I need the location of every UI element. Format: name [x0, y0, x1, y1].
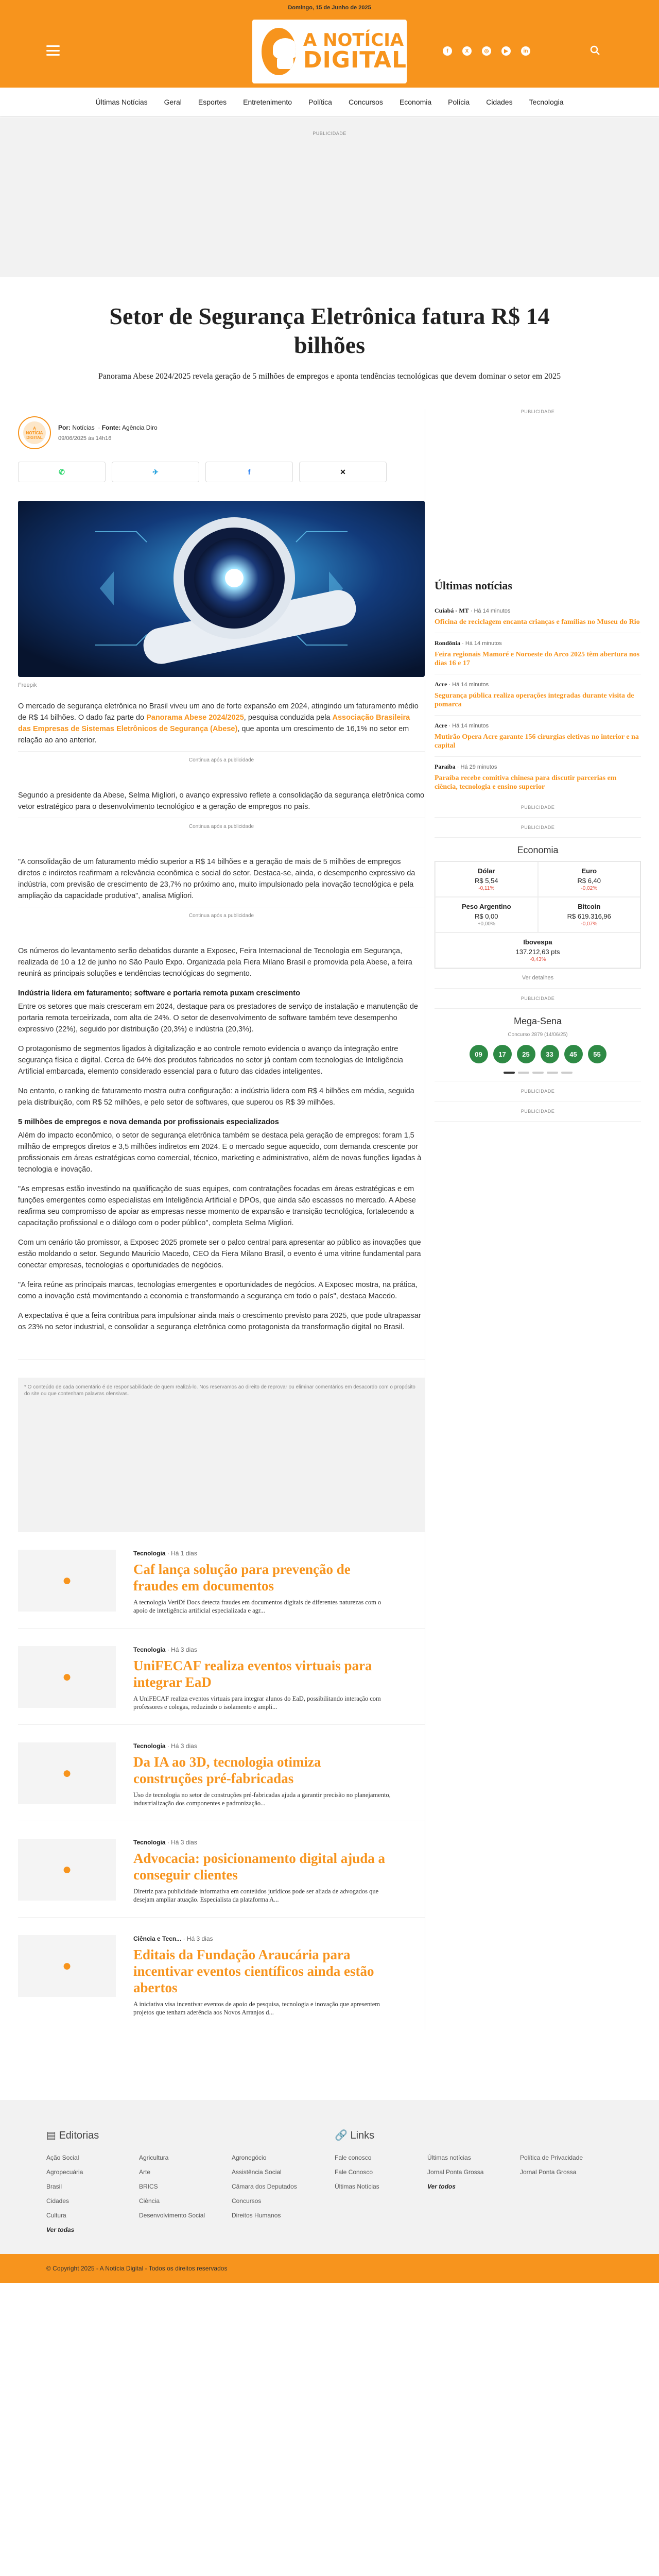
footer-link[interactable]: Câmara dos Deputados	[232, 2183, 297, 2190]
share-facebook-button[interactable]	[205, 462, 293, 482]
list-icon: ▤	[46, 2130, 56, 2141]
ad-label: PUBLICIDADE	[313, 131, 346, 136]
mega-sena-widget	[435, 1009, 641, 1081]
related-thumb	[18, 1742, 116, 1804]
main-nav	[0, 88, 659, 116]
logo-mascot-icon	[262, 28, 296, 75]
facebook-icon[interactable]: f	[443, 46, 452, 56]
hero-image	[18, 501, 425, 677]
economy-title: Economia	[517, 845, 559, 855]
sidebar-ad[interactable]	[435, 414, 641, 574]
footer-link[interactable]: Últimas notícias	[427, 2154, 471, 2161]
related-list	[18, 1532, 425, 2030]
copyright-bar	[0, 2254, 659, 2283]
comments-disclaimer-box: * O conteúdo de cada comentário é de responsabilidade de quem realizá-lo. Nos reservamos ao direito de reprovar ou eliminar comentários em desacordo com o propósito do site ou que contenham palavras ofensivas.	[18, 1378, 425, 1532]
footer-see-all[interactable]: Ver todos	[427, 2183, 456, 2190]
ad-label: PUBLICIDADE	[521, 1089, 555, 1094]
footer-see-all[interactable]: Ver todas	[46, 2226, 75, 2233]
nav-politica[interactable]: Política	[308, 97, 332, 106]
instagram-icon[interactable]: ◎	[482, 46, 491, 56]
mega-sena-contest: Concurso 2879 (14/06/25)	[508, 1032, 568, 1038]
nav-ultimas-noticias[interactable]: Últimas Notícias	[95, 97, 148, 106]
source-name: Agência Diro	[122, 424, 158, 431]
latest-news-title: Últimas notícias	[435, 579, 512, 592]
nav-policia[interactable]: Polícia	[448, 97, 470, 106]
logo-mascot-icon: ●	[62, 1668, 72, 1685]
footer-link[interactable]: Desenvolvimento Social	[139, 2212, 205, 2219]
ad-label: PUBLICIDADE	[521, 805, 555, 810]
footer-editorias: ▤ Editorias Ação Social Agricultura Agronegócio Agropecuária Arte Assistência Social Brasil BRICS Câmara dos Deputados Cidades Ciência Concursos Cultura Desenvolvimento Social Direitos Humanos Ver todas	[46, 2129, 335, 2233]
carousel-dots[interactable]	[435, 1072, 641, 1074]
footer-link[interactable]: Arte	[139, 2168, 151, 2176]
latest-item[interactable]: Paraíba · Há 29 minutos Paraíba recebe comitiva chinesa para discutir parcerias em ciência, tecnologia e ensino superior	[435, 763, 617, 791]
related-thumb	[18, 1550, 116, 1612]
article-column	[18, 409, 425, 2030]
section-heading: 5 milhões de empregos e nova demanda por profissionais especializados	[18, 1118, 279, 1126]
footer-link[interactable]: Concursos	[232, 2197, 262, 2205]
footer-link[interactable]: Cultura	[46, 2212, 66, 2219]
related-thumb	[18, 1935, 116, 1997]
date-bar	[0, 0, 659, 15]
copyright-text: © Copyright 2025 - A Notícia Digital - Todos os direitos reservados	[46, 2265, 228, 2272]
ad-label: PUBLICIDADE	[521, 1109, 555, 1114]
author-avatar: A NOTÍCIA DIGITAL	[18, 416, 51, 449]
share-telegram-button[interactable]	[112, 462, 199, 482]
current-date: Domingo, 15 de Junho de 2025	[288, 5, 371, 11]
footer-link[interactable]: Ciência	[139, 2197, 160, 2205]
ad-label: PUBLICIDADE	[521, 409, 555, 414]
ad-label: PUBLICIDADE	[521, 996, 555, 1001]
site-header	[0, 15, 659, 88]
footer-link[interactable]: BRICS	[139, 2183, 158, 2190]
economy-more-link[interactable]: Ver detalhes	[522, 975, 554, 981]
lottery-ball: 17	[493, 1045, 512, 1063]
nav-entretenimento[interactable]: Entretenimento	[243, 97, 292, 106]
menu-icon[interactable]	[46, 45, 60, 56]
nav-economia[interactable]: Economia	[399, 97, 432, 106]
logo-mascot-icon: ●	[62, 1957, 72, 1974]
linkedin-icon[interactable]: in	[521, 46, 530, 56]
article-subtitle: Panorama Abese 2024/2025 revela geração de 5 milhões de empregos e aponta tendências tecnológicas que devem dominar o setor em 2025	[98, 372, 561, 381]
lottery-ball: 55	[588, 1045, 606, 1063]
telegram-icon: ✈	[152, 467, 159, 476]
quote-ibovespa: Ibovespa 137.212,63 pts -0,43%	[435, 933, 640, 968]
author-name[interactable]: Notícias	[72, 424, 95, 431]
publish-date: 09/06/2025 às 14h16	[58, 435, 112, 442]
facebook-icon: f	[248, 468, 251, 476]
related-item[interactable]: ● Tecnologia · Há 3 dias Da IA ao 3D, tecnologia otimiza construções pré-fabricadas Uso de tecnologia no setor de construções pré-fabricadas ajuda a garantir precisão no planejamento, industrialização dos componentes e padronização...	[18, 1725, 425, 1821]
x-icon[interactable]: X	[462, 46, 472, 56]
share-bar	[18, 462, 425, 482]
x-icon: ✕	[340, 467, 346, 476]
search-icon[interactable]	[590, 45, 600, 56]
inline-ad-label: Continua após a publicidade	[18, 907, 425, 922]
logo-line1: A NOTÍCIA	[303, 30, 404, 50]
nav-esportes[interactable]: Esportes	[198, 97, 227, 106]
footer-link[interactable]: Política de Privacidade	[520, 2154, 583, 2161]
security-camera-illustration	[18, 501, 425, 677]
mega-sena-numbers	[435, 1045, 641, 1063]
related-item[interactable]: ● Tecnologia · Há 1 dias Caf lança solução para prevenção de fraudes em documentos A tecnologia VeriDf Docs detecta fraudes em documentos digitais de diferentes naturezas com o apoio de inteligência artificial especializada e agr...	[18, 1532, 425, 1629]
footer-link[interactable]: Brasil	[46, 2183, 62, 2190]
latest-item[interactable]: Cuiabá - MT · Há 14 minutos Oficina de reciclagem encanta crianças e famílias no Museu do Rio	[435, 601, 641, 633]
logo-line2: DIGITAL	[303, 47, 407, 73]
quote-peso: Peso Argentino R$ 0,00 +0,00%	[435, 897, 538, 933]
image-caption: Freepik	[18, 682, 37, 688]
article-body: O mercado de segurança eletrônica no Brasil viveu um ano de forte expansão em 2024, atingindo um faturamento médio de R$ 14 bilhões. O dado faz parte do Panorama Abese 2024/2025, pesquisa conduzida pela Associação Brasileira das Empresas de Sistemas Eletrônicos de Segurança (Abese), que aponta um crescimento de 16,1% no setor em relação ao ano anterior. Continua após a publicidade Segundo a presidente da Abese, Selma Migliori, o avanço expressivo reflete a consolidação da segurança eletrônica como vetor estratégico para o desenvolvimento tecnológico e a geração de empregos no país. Continua após a publicidade "A consolidação de um faturamento médio superior a R$ 14 bilhões e a geração de mais de 5 milhões de empregos diretos e indiretos reafirmam a relevância econômica e social do setor. Destaca-se, ainda, o desempenho expressivo da indústria, com previsão de crescimento de 23,7% no próximo ano, muito impulsionado pela inovação tecnológica e pela ampliação da capacidade produtiva", analisa Migliori. Continua após a publicidade Os números do levantamento serão debatidos durante a Exposec, Feira Internacional de Tecnologia em Segurança, realizada de 10 a 12 de junho no São Paulo Expo. Organizada pela Fiera Milano Brasil e promovida pela Abese, a feira reunirá as principais soluções e tendências tecnológicas do segmento. Indústria lidera em faturamento; software e portaria remota puxam crescimento Entre os setores que mais cresceram em 2024, destaque para os prestadores de serviço de instalação e manutenção de portaria remota terceirizada, com alta de 24%. O setor de desenvolvimento de software também teve desempenho expressivo (22%), seguido por distribuição (20,3%) e indústria (20,3%). O protagonismo de segmentos ligados à digitalização e ao controle remoto evidencia o avanço da integração entre segurança física e digital. Cerca de 64% dos produtos fabricados no setor já contam com tecnologias de Inteligência Artificial embarcada, elemento considerado essencial para o futuro das cidades inteligentes. No entanto, o ranking de faturamento mostra outra configuração: a indústria lidera com R$ 4 bilhões em média, seguida pela distribuição, com R$ 52 milhões, e pelo setor de softwares, que superou os R$ 39 milhões. 5 milhões de empregos e nova demanda por profissionais especializados Além do impacto econômico, o setor de segurança eletrônica também se destaca pela geração de empregos: foram 1,5 milhão de empregos diretos e 3,5 milhões indiretos em 2024. E o mercado segue aquecido, com demanda crescente por profissionais em áreas estratégicas como comercial, técnico, marketing e administrativo, além de novas funções ligadas à tecnologia e inovação. "As empresas estão investindo na qualificação de suas equipes, com contratações focadas em áreas estratégicas e em funções emergentes como especialistas em Inteligência Artificial e DPOs, que ainda são escassos no mercado. A Abese reafirma seu compromisso de apoiar as empresas nesse momento de expansão e transição tecnológica, fortalecendo a capacitação profissional e o diálogo com o poder público", completa Selma Migliori. Com um cenário tão promissor, a Exposec 2025 promete ser o palco central para apresentar ao público as inovações que estão moldando o setor. Segundo Mauricio Macedo, CEO da Fiera Milano Brasil, o evento é uma vitrine fundamental para conectar empresas, tecnologias e oportunidades de negócios. "A feira reúne as principais marcas, tecnologias emergentes e oportunidades de negócios. A Exposec mostra, na prática, como a inovação está movimentando a economia e transformando a segurança em todo o país", destaca Macedo. A expectativa é que a feira contribua para impulsionar ainda mais o crescimento previsto para 2025, que pode ultrapassar os 23% no setor industrial, e consolidar a segurança eletrônica como protagonista da transformação digital no Brasil.	[18, 702, 425, 1331]
footer-link[interactable]: Cidades	[46, 2197, 70, 2205]
abese-link[interactable]: Associação Brasileira das Empresas de Sistemas Eletrônicos de Segurança (Abese)	[18, 714, 410, 733]
lottery-ball: 25	[517, 1045, 535, 1063]
nav-tecnologia[interactable]: Tecnologia	[529, 97, 564, 106]
share-x-button[interactable]	[299, 462, 387, 482]
article-title: Setor de Segurança Eletrônica fatura R$ 14 bilhões	[109, 303, 550, 358]
lottery-ball: 09	[470, 1045, 488, 1063]
related-item[interactable]: ● Tecnologia · Há 3 dias UniFECAF realiza eventos virtuais para integrar EaD A UniFECAF realiza eventos virtuais para integrar alunos do EaD, possibilitando interação com professores e colegas, reduzindo o isolamento e ampli...	[18, 1629, 425, 1725]
footer-links: 🔗 Links Fale conosco Últimas notícias Política de Privacidade Fale Conosco Jornal Ponta Grossa Jornal Ponta Grossa Últimas Notícias Ver todos	[335, 2129, 613, 2233]
inline-ad-label: Continua após a publicidade	[18, 818, 425, 833]
mega-sena-title: Mega-Sena	[513, 1016, 562, 1026]
logo-mascot-icon: ●	[62, 1861, 72, 1878]
top-ad-banner[interactable]	[0, 117, 659, 277]
site-logo[interactable]	[252, 20, 407, 83]
related-thumb	[18, 1839, 116, 1901]
lottery-ball: 45	[564, 1045, 583, 1063]
related-thumb	[18, 1646, 116, 1708]
whatsapp-icon: ✆	[59, 467, 65, 476]
footer-link[interactable]: Direitos Humanos	[232, 2212, 281, 2219]
logo-mascot-icon: ●	[62, 1572, 72, 1589]
youtube-icon[interactable]: ▶	[501, 46, 511, 56]
sidebar	[425, 409, 641, 2030]
latest-item[interactable]: Rondônia · Há 14 minutos Feira regionais Mamoré e Noroeste do Arco 2025 têm abertura nos dias 16 e 17	[435, 633, 641, 674]
footer-link[interactable]: Jornal Ponta Grossa	[427, 2168, 484, 2176]
ad-label: PUBLICIDADE	[521, 825, 555, 830]
footer-link[interactable]: Agricultura	[139, 2154, 169, 2161]
quote-dolar: Dólar R$ 5,54 -0,11%	[435, 861, 538, 897]
panorama-link[interactable]: Panorama Abese 2024/2025	[146, 714, 244, 722]
economy-widget	[435, 838, 641, 989]
logo-mascot-icon: ●	[62, 1765, 72, 1782]
footer-link[interactable]: Agronegócio	[232, 2154, 267, 2161]
site-footer	[0, 2100, 659, 2254]
latest-item[interactable]: Acre · Há 14 minutos Segurança pública realiza operações integradas durante visita de pomarca	[435, 674, 641, 716]
quote-bitcoin: Bitcoin R$ 619.316,96 -0,07%	[538, 897, 641, 933]
quote-euro: Euro R$ 6,40 -0,02%	[538, 861, 641, 897]
footer-link[interactable]: Fale conosco	[335, 2154, 372, 2161]
footer-link[interactable]: Ação Social	[46, 2154, 79, 2161]
author-box: A NOTÍCIA DIGITAL Por: Notícias · Fonte: Agência Diro 09/06/2025 às 14h16	[18, 416, 425, 449]
latest-news	[435, 579, 641, 798]
nav-concursos[interactable]: Concursos	[348, 97, 383, 106]
nav-geral[interactable]: Geral	[164, 97, 182, 106]
social-links	[443, 46, 530, 56]
latest-item[interactable]: Acre · Há 14 minutos Mutirão Opera Acre garante 156 cirurgias eletivas no interior e na capital	[435, 716, 641, 757]
footer-link[interactable]: Jornal Ponta Grossa	[520, 2168, 577, 2176]
nav-cidades[interactable]: Cidades	[486, 97, 513, 106]
footer-link[interactable]: Assistência Social	[232, 2168, 282, 2176]
footer-link[interactable]: Fale Conosco	[335, 2168, 373, 2176]
link-icon: 🔗	[335, 2130, 348, 2141]
footer-link[interactable]: Últimas Notícias	[335, 2183, 379, 2190]
footer-link[interactable]: Agropecuária	[46, 2168, 83, 2176]
section-heading: Indústria lidera em faturamento; software e portaria remota puxam crescimento	[18, 989, 300, 997]
related-item[interactable]: ● Ciência e Tecn... · Há 3 dias Editais da Fundação Araucária para incentivar eventos científicos ainda estão abertos A iniciativa visa incentivar eventos de apoio de pesquisa, tecnologia e inovação que apresentem projetos que tenham aderência aos Novos Arranjos d...	[18, 1918, 425, 2030]
inline-ad-label: Continua após a publicidade	[18, 751, 425, 766]
related-item[interactable]: ● Tecnologia · Há 3 dias Advocacia: posicionamento digital ajuda a conseguir clientes Diretriz para publicidade informativa em conteúdos jurídicos pode ser aliada de advogados que desejam ampliar atuação. Especialista da plataforma A...	[18, 1821, 425, 1918]
lottery-ball: 33	[541, 1045, 559, 1063]
share-whatsapp-button[interactable]	[18, 462, 106, 482]
